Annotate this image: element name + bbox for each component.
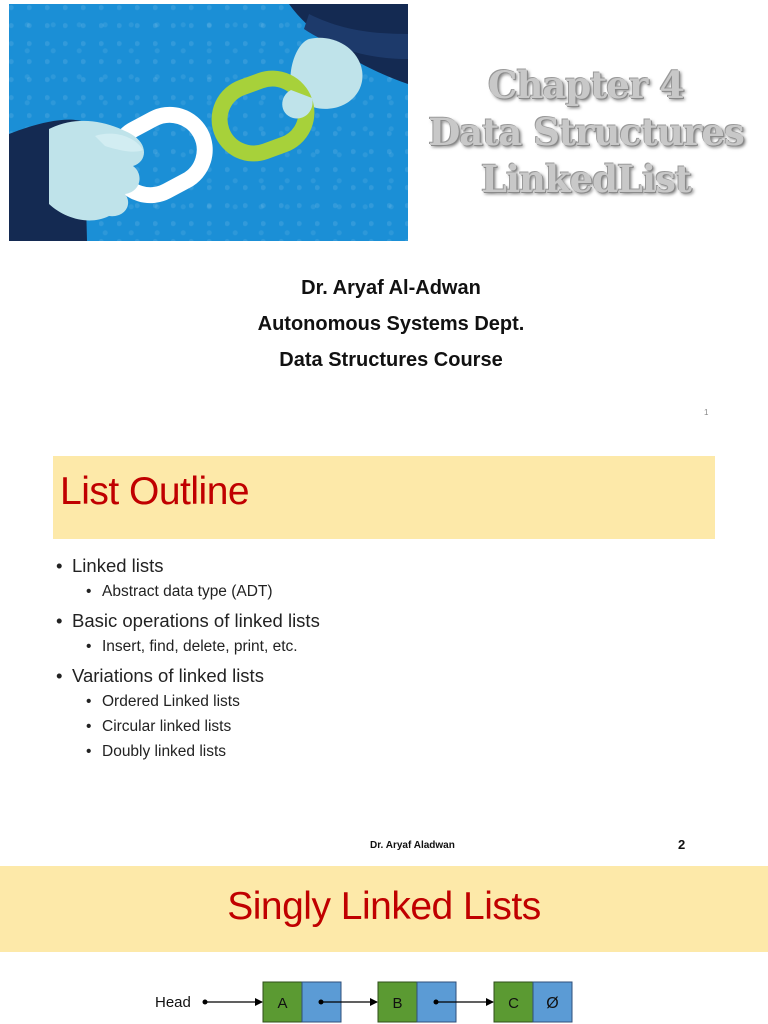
bullet-icon: • xyxy=(56,610,63,631)
outline-subitem-text: Insert, find, delete, print, etc. xyxy=(102,638,298,655)
bullet-icon: • xyxy=(86,583,92,600)
outline-item xyxy=(56,607,320,634)
chapter-title-line-1: Chapter 4 xyxy=(488,63,684,107)
slide-singly-linked-lists xyxy=(0,866,768,1024)
hero-image xyxy=(9,4,408,241)
slide-title: List Outline xyxy=(60,470,250,513)
bullet-icon: • xyxy=(86,693,92,710)
node-a-value: A xyxy=(277,995,288,1012)
slide-number: 1 xyxy=(704,408,709,417)
null-symbol: Ø xyxy=(546,995,559,1012)
chapter-title-line-2: Data Structures xyxy=(428,110,744,154)
outline-subitem xyxy=(56,579,320,604)
chapter-title-line-3: LinkedList xyxy=(480,157,691,201)
outline-subitem xyxy=(56,689,320,714)
head-label: Head xyxy=(155,994,191,1011)
slide-title: Singly Linked Lists xyxy=(227,885,541,928)
node-c-value: C xyxy=(508,995,519,1012)
course-name: Data Structures Course xyxy=(279,349,503,371)
node-b-value: B xyxy=(392,995,403,1012)
bullet-icon: • xyxy=(86,743,92,760)
outline-item xyxy=(56,552,320,579)
chain-hands-illustration xyxy=(9,4,408,241)
linked-list-diagram xyxy=(0,866,768,1024)
bullet-icon: • xyxy=(86,638,92,655)
outline-subitem-text: Circular linked lists xyxy=(102,718,232,735)
outline-item xyxy=(56,662,320,689)
outline-subitem xyxy=(56,634,320,659)
outline-item-text: Linked lists xyxy=(72,555,164,576)
outline-subitem-text: Ordered Linked lists xyxy=(102,693,240,710)
outline-list xyxy=(56,552,320,764)
department-name: Autonomous Systems Dept. xyxy=(257,313,525,335)
outline-subitem xyxy=(56,714,320,739)
outline-item-text: Variations of linked lists xyxy=(72,665,264,686)
outline-subitem xyxy=(56,739,320,764)
author-name: Dr. Aryaf Al-Adwan xyxy=(301,277,481,299)
outline-subitem-text: Doubly linked lists xyxy=(102,743,227,760)
bullet-icon: • xyxy=(56,665,63,686)
slide-outline xyxy=(0,440,768,865)
outline-subitem-text: Abstract data type (ADT) xyxy=(102,583,273,600)
slide-title xyxy=(0,0,768,440)
chapter-title xyxy=(412,62,760,203)
author-block xyxy=(0,270,768,378)
outline-item-text: Basic operations of linked lists xyxy=(72,610,320,631)
bullet-icon: • xyxy=(56,555,63,576)
slide-number: 2 xyxy=(678,837,686,852)
footer-author: Dr. Aryaf Aladwan xyxy=(370,840,455,851)
bullet-icon: • xyxy=(86,718,92,735)
title-band xyxy=(53,456,715,539)
